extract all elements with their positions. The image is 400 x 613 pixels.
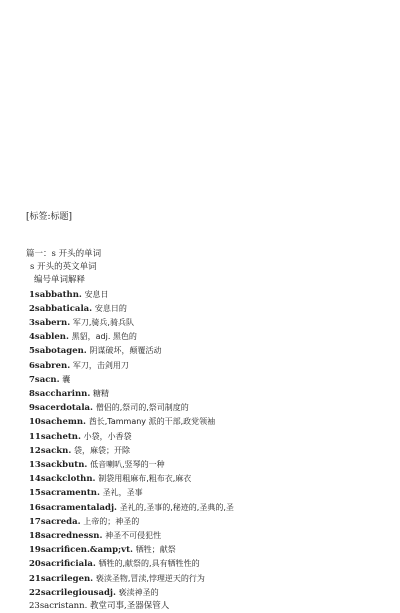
entry-word: 4sablen. [29,332,69,343]
entry-word: 8saccharinn. [29,389,91,400]
column-header: 编号单词解释 [34,275,86,286]
entry-row [29,316,396,330]
entry-definition: 安息日 [84,289,109,299]
entry-row [29,472,396,486]
entry-definition: 袋，麻袋；开除 [74,445,131,455]
entry-word: 18sacrednessn. [29,531,103,542]
entry-definition: 酋长,Tammany 派的干部,政党领袖 [88,417,216,427]
entry-row [29,288,396,302]
entry-definition: 小袋，小香袋 [83,431,132,441]
entry-word: 13sackbutn. [29,460,88,471]
entry-row [29,373,396,387]
entry-row [29,344,396,358]
entry-row [29,458,396,472]
entry-definition: 低音喇叭,竖琴的一种 [90,460,165,470]
entry-row [29,586,396,600]
entry-definition: 牺牲的,献祭的,具有牺牲性的 [98,559,200,569]
entry-definition: 亵渎神圣的 [118,587,159,597]
entry-word: 15sacramentn. [29,488,100,499]
entry-definition: 亵渎圣物,冒渎,悖理逆天的行为 [95,573,205,583]
tag-line: [标签:标题] [26,212,73,222]
entry-word: 3sabern. [29,318,71,329]
entry-row [29,529,396,543]
entry-definition: 囊 [62,374,71,384]
entry-word: 5sabotagen. [29,346,87,357]
entry-definition: 安息日的 [94,303,127,313]
entry-definition: 圣礼的,圣事的,秘迹的,圣典的,圣 [119,502,234,512]
entry-row [29,359,396,373]
entry-word: 17sacreda. [29,516,81,527]
entry-row [29,515,396,529]
entry-definition: 制袋用粗麻布,粗布衣,麻衣 [98,474,192,484]
entry-word: 6sabren. [29,360,71,371]
entry-row [29,501,396,515]
entry-word: 22sacrilegiousadj. [29,587,116,598]
entry-row [29,415,396,429]
entry-row [29,557,396,571]
entry-row [29,486,396,500]
article-subtitle: s 开头的英文单词 [30,262,97,273]
article-heading: 篇一：s 开头的单词 [26,249,102,259]
entry-row [29,401,396,415]
entry-word: 16sacramentaladj. [29,502,118,513]
entry-word: 7sacn. [29,374,60,385]
entry-word: 11sachetn. [29,431,81,442]
entry-definition: 神圣不可侵犯性 [105,531,162,541]
cut-off-line: 23sacristann. 教堂司事,圣器保管人 [29,601,170,612]
entry-list [26,288,396,600]
entry-row [29,387,396,401]
entry-row [29,430,396,444]
entry-definition: 糖精 [92,389,109,399]
entry-word: 1sabbathn. [29,289,82,300]
entry-definition: 僧侣的,祭司的,祭司制度的 [95,403,189,413]
entry-word: 10sachemn. [29,417,87,428]
article-body [26,248,396,612]
entry-definition: 军刀，击剑用刀 [72,360,129,370]
entry-word: 21sacrilegen. [29,573,94,584]
entry-row [29,302,396,316]
entry-word: 12sackn. [29,445,72,456]
entry-row [29,572,396,586]
entry-definition: 牺牲；献祭 [135,545,176,555]
entry-word: 20sacrificiala. [29,559,96,570]
entry-definition: 黑貂，adj. 黑色的 [71,332,137,342]
entry-definition: 圣礼，圣事 [102,488,143,498]
entry-definition: 阴谋破坏，颠覆活动 [89,346,162,356]
entry-row [29,330,396,344]
entry-row [29,543,396,557]
entry-word: 19sacrificen.&amp;vt. [29,545,133,556]
entry-word: 14sackclothn. [29,474,96,485]
entry-row [29,444,396,458]
entry-word: 2sabbaticala. [29,303,93,314]
entry-definition: 军刀,骑兵,骑兵队 [72,318,134,328]
entry-word: 9sacerdotala. [29,403,94,414]
entry-definition: 上帝的；神圣的 [83,516,140,526]
